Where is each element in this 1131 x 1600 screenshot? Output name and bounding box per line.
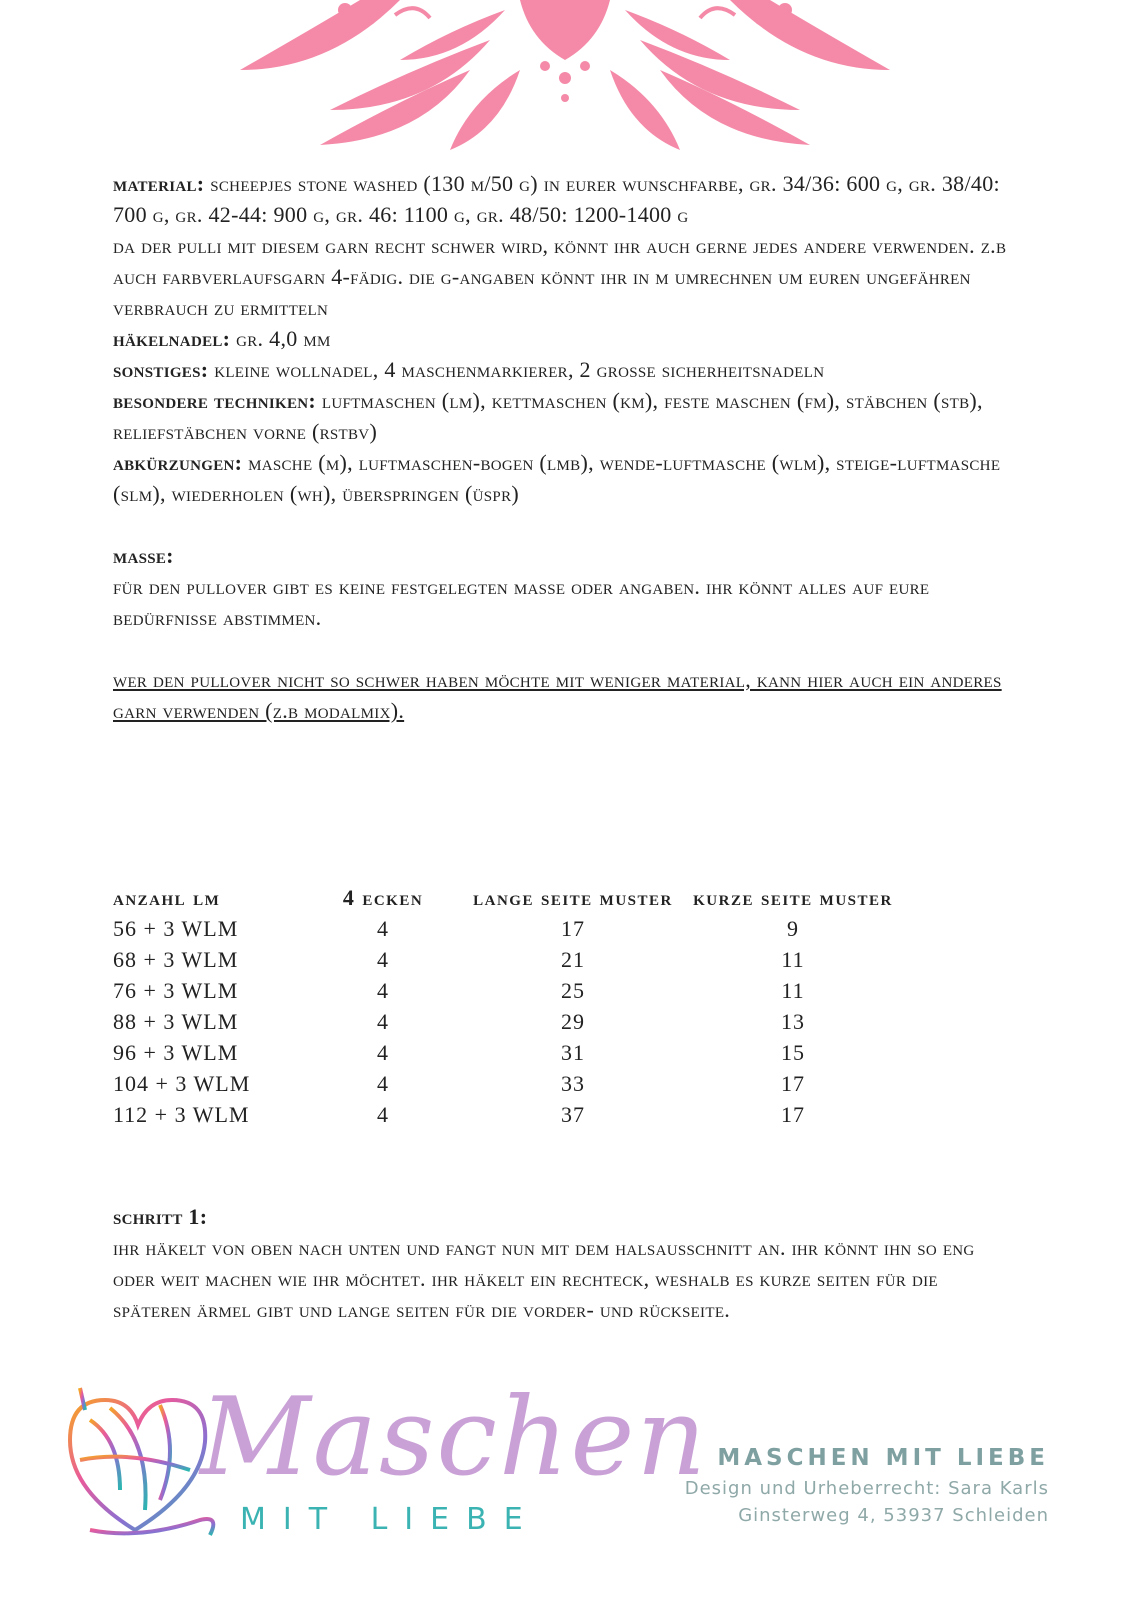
logo-script-text: Maschen xyxy=(200,1375,708,1500)
table-cell: 11 xyxy=(781,947,805,972)
table-cell: 21 xyxy=(561,947,585,972)
header-ecken: 4 ecken xyxy=(342,885,424,910)
footer-copyright: Design und Urheberrecht: Sara Karls xyxy=(684,1478,1049,1499)
techniques-text: luftmaschen (lm), kettmaschen (km), feste maschen (fm), stäbchen (stb), reliefstäbchen vorne (rstbv) xyxy=(113,388,983,444)
table-cell: 76 + 3 WLM xyxy=(113,978,239,1003)
material-section xyxy=(113,168,1013,726)
table-cell: 29 xyxy=(561,1009,585,1034)
table-cell: 17 xyxy=(781,1102,805,1127)
material-label: material: xyxy=(113,171,205,196)
table-row xyxy=(113,1037,913,1068)
header-anzahl: anzahl lm xyxy=(113,885,221,910)
misc-text: kleine wollnadel, 4 maschenmarkierer, 2 grosse sicherheitsnadeln xyxy=(214,357,825,382)
footer-address: Ginsterweg 4, 53937 Schleiden xyxy=(738,1505,1049,1526)
step-1-section xyxy=(113,1201,1013,1325)
header-lange-seite: lange seite muster xyxy=(473,885,673,910)
table-cell: 37 xyxy=(561,1102,585,1127)
header-kurze-seite: kurze seite muster xyxy=(693,885,893,910)
table-body xyxy=(113,913,913,1130)
table-cell: 4 xyxy=(377,947,389,972)
abbreviations-text: masche (m), luftmaschen-bogen (lmb), wende-luftmasche (wlm), steige-luftmasche (slm), wiederholen (wh), überspringen (üspr) xyxy=(113,450,1001,506)
masse-note: wer den pullover nicht so schwer haben möchte mit weniger material, kann hier auch ein anderes garn verwenden (z.b modalmix). xyxy=(113,667,1002,723)
abbreviations-label: abkürzungen: xyxy=(113,450,243,475)
table-row xyxy=(113,975,913,1006)
yarn-note-text: da der pulli mit diesem garn recht schwer wird, könnt ihr auch gerne jedes andere verwenden. z.b auch farbverlaufsgarn 4-fädig. die g-angaben könnt ihr in m umrechnen um euren ungefähren verbrauch zu ermitteln xyxy=(113,233,1007,320)
table-row xyxy=(113,1099,913,1130)
table-cell: 4 xyxy=(377,978,389,1003)
step-1-heading: schritt 1: xyxy=(113,1204,208,1229)
table-cell: 88 + 3 WLM xyxy=(113,1009,239,1034)
table-cell: 11 xyxy=(781,978,805,1003)
table-cell: 9 xyxy=(787,916,799,941)
table-cell: 4 xyxy=(377,1102,389,1127)
table-cell: 25 xyxy=(561,978,585,1003)
material-line xyxy=(113,168,1013,230)
misc-line xyxy=(113,354,1013,385)
techniques-label: besondere techniken: xyxy=(113,388,317,413)
table-cell: 15 xyxy=(781,1040,805,1065)
step-1-text: ihr häkelt von oben nach unten und fangt nun mit dem halsausschnitt an. ihr könnt ihn so eng oder weit machen wie ihr möchtet. ihr häkelt ein rechteck, weshalb es kurze seiten für die späteren ärmel gibt und lange seiten für die vorder- und rückseite. xyxy=(113,1235,975,1322)
table-cell: 4 xyxy=(377,1071,389,1096)
yarn-note-line xyxy=(113,230,1013,323)
masse-heading: masse: xyxy=(113,543,174,568)
table-cell: 68 + 3 WLM xyxy=(113,947,239,972)
techniques-line xyxy=(113,385,1013,447)
table-row xyxy=(113,944,913,975)
table-row xyxy=(113,1068,913,1099)
table-cell: 56 + 3 WLM xyxy=(113,916,239,941)
table-cell: 104 + 3 WLM xyxy=(113,1071,251,1096)
floral-ornament-icon xyxy=(0,0,1131,150)
table-row xyxy=(113,1006,913,1037)
table-cell: 96 + 3 WLM xyxy=(113,1040,239,1065)
masse-text: für den pullover gibt es keine festgelegten masse oder angaben. ihr könnt alles auf eure bedürfnisse abstimmen. xyxy=(113,574,930,630)
table-cell: 31 xyxy=(561,1040,585,1065)
table-cell: 4 xyxy=(377,916,389,941)
size-table xyxy=(113,882,913,1130)
table-cell: 13 xyxy=(781,1009,805,1034)
table-row xyxy=(113,913,913,944)
misc-label: sonstiges: xyxy=(113,357,209,382)
hook-text: gr. 4,0 mm xyxy=(236,326,331,351)
table-cell: 4 xyxy=(377,1040,389,1065)
hook-line xyxy=(113,323,1013,354)
hook-label: häkelnadel: xyxy=(113,326,231,351)
abbreviations-line xyxy=(113,447,1013,509)
logo-sub-text: MIT LIEBE xyxy=(240,1502,540,1537)
footer-brand: MASCHEN MIT LIEBE xyxy=(717,1445,1049,1471)
table-cell: 17 xyxy=(561,916,585,941)
table-header xyxy=(113,882,913,913)
material-text: scheepjes stone washed (130 m/50 g) in eurer wunschfarbe, gr. 34/36: 600 g, gr. 38/40: 700 g, gr. 42-44: 900 g, gr. 46: 1100 g, gr. 48/50: 1200-1400 g xyxy=(113,171,1000,227)
table-cell: 112 + 3 WLM xyxy=(113,1102,250,1127)
table-cell: 17 xyxy=(781,1071,805,1096)
footer-info xyxy=(685,1441,1049,1529)
table-cell: 4 xyxy=(377,1009,389,1034)
table-cell: 33 xyxy=(561,1071,585,1096)
